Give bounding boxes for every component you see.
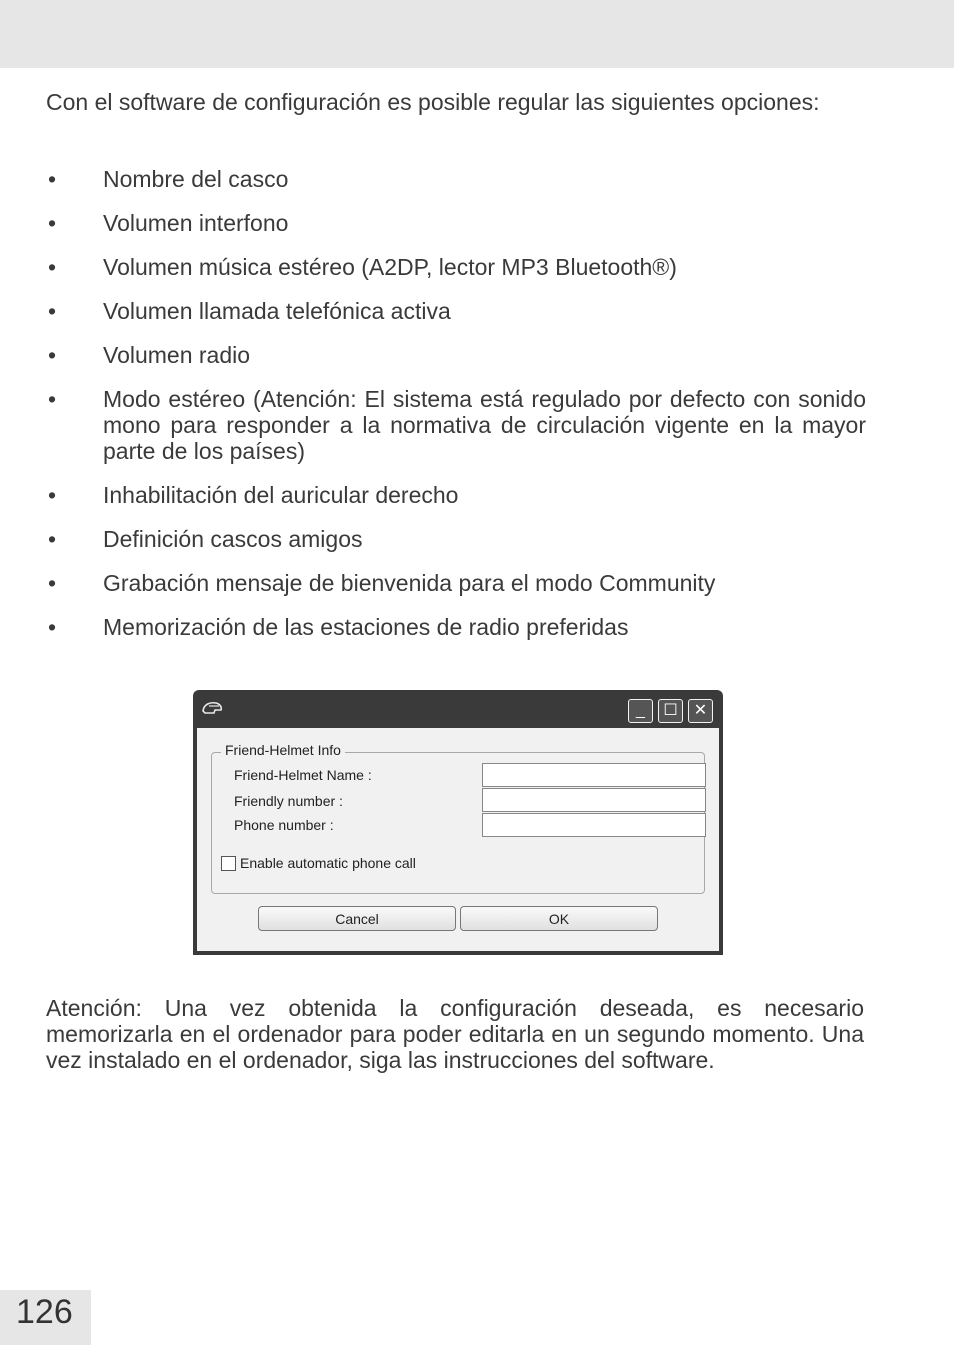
bullet-icon: • (48, 166, 57, 192)
list-item: • Inhabilitación del auricular derecho (48, 482, 459, 508)
friendly-number-label: Friendly number : (234, 793, 343, 809)
bullet-icon: • (48, 298, 57, 324)
bullet-icon: • (48, 254, 57, 280)
group-title: Friend-Helmet Info (221, 742, 345, 758)
auto-call-checkbox[interactable] (221, 856, 236, 871)
list-item: • Modo estéreo (Atención: El sistema está regulado por defecto con sonido mono para responder a la normativa de circulación vigente en la mayor parte de los países) (48, 386, 866, 464)
attention-note: Atención: Una vez obtenida la configuración deseada, es necesario memorizarla en el ordenador para poder editarla en un segundo momento. Una vez instalado en el ordenador, siga las instrucciones del software. (46, 995, 864, 1073)
page-number: 126 (16, 1293, 73, 1331)
list-item: • Definición cascos amigos (48, 526, 363, 552)
auto-call-label: Enable automatic phone call (240, 855, 416, 871)
bullet-icon: • (48, 482, 57, 508)
phone-number-label: Phone number : (234, 817, 334, 833)
helmet-name-label: Friend-Helmet Name : (234, 767, 372, 783)
maximize-icon: ☐ (663, 702, 678, 719)
bullet-icon: • (48, 614, 57, 640)
friend-helmet-dialog (193, 690, 723, 955)
list-item: • Volumen interfono (48, 210, 289, 236)
ok-button[interactable]: OK (460, 906, 658, 931)
friendly-number-input[interactable] (482, 788, 706, 812)
minimize-icon: _ (636, 702, 645, 719)
list-item: • Volumen llamada telefónica activa (48, 298, 451, 324)
close-icon: ✕ (693, 702, 708, 719)
list-item: • Volumen radio (48, 342, 251, 368)
helmet-name-input[interactable] (482, 763, 706, 787)
friend-helmet-group (211, 752, 705, 894)
close-button[interactable] (688, 699, 713, 723)
list-item: • Volumen música estéreo (A2DP, lector MP3 Bluetooth®) (48, 254, 677, 280)
helmet-app-icon (201, 700, 223, 716)
intro-text: Con el software de configuración es posible regular las siguientes opciones: (46, 89, 820, 115)
list-item: • Grabación mensaje de bienvenida para el modo Community (48, 570, 716, 596)
minimize-button[interactable] (628, 699, 653, 723)
bullet-icon: • (48, 570, 57, 596)
cancel-button[interactable]: Cancel (258, 906, 456, 931)
bullet-icon: • (48, 386, 57, 412)
bullet-icon: • (48, 342, 57, 368)
list-item: • Nombre del casco (48, 166, 289, 192)
dialog-titlebar[interactable] (193, 690, 723, 728)
phone-number-input[interactable] (482, 813, 706, 837)
bullet-icon: • (48, 210, 57, 236)
maximize-button[interactable] (658, 699, 683, 723)
header-band (0, 0, 954, 68)
options-list (46, 166, 866, 658)
list-item: • Memorización de las estaciones de radio preferidas (48, 614, 629, 640)
bullet-icon: • (48, 526, 57, 552)
dialog-body (197, 728, 719, 951)
